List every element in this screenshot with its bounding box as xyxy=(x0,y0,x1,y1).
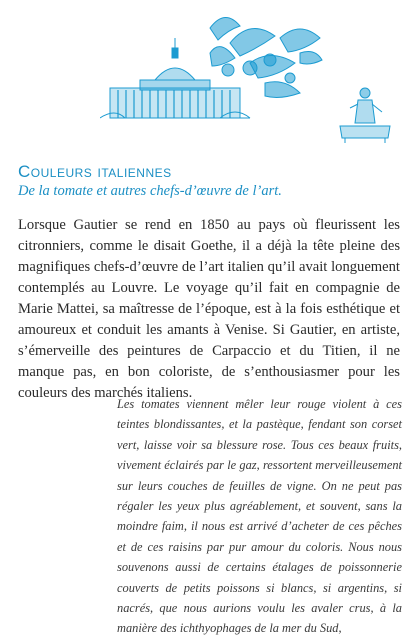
body-text xyxy=(18,215,400,404)
quotation xyxy=(117,394,402,639)
body-paragraph: Lorsque Gautier se rend en 1850 au pays où fleurissent les citronniers, comme le disait Goethe, il a déjà la tête pleine des magnifiques chefs-d’œuvre de l’art italien qu’il avait longuement contemplés au Louvre. Le voyage qu’il fait en compagnie de Marie Mattei, sa maîtresse de l’époque, est à la fois esthétique et amoureux et conduit les amants à Venise. Si Gautier, en artiste, s’émerveille des peintures de Carpaccio et du Titien, il ne manque pas, en bon coloriste, de s’enthousiasmer pour les couleurs des marchés italiens. xyxy=(18,217,400,401)
figure-illustration xyxy=(340,88,390,143)
title-block xyxy=(18,162,408,200)
section-title: Couleurs italiennes xyxy=(18,162,172,181)
subtitle: De la tomate et autres chefs-d’œuvre de l’art. xyxy=(18,183,282,199)
header-illustration xyxy=(100,8,400,143)
fruit-leaves-illustration xyxy=(210,17,322,97)
quote-text: Les tomates viennent mêler leur rouge violent à ces teintes blondissantes, et la pastèque, fendant son corset vert, laisse voir sa blessure rose. Tous ces beaux fruits, vivement éclairés par le gaz, ressortent merveilleusement sur leurs couches de feuilles de vigne. On ne peut pas régaler les yeux plus agréablement, et souvent, sans la moindre faim, il nous est arrivé d’acheter de ces pêches et de ces raisins par pur amour du coloris. Nous nous souvenons aussi de certains étalages de poissonnerie couverts de petits poissons si blancs, si argentins, si nacrés, que nous aurions voulu les avaler crus, à la manière des ichthyophages de la mer du Sud, xyxy=(117,397,402,636)
